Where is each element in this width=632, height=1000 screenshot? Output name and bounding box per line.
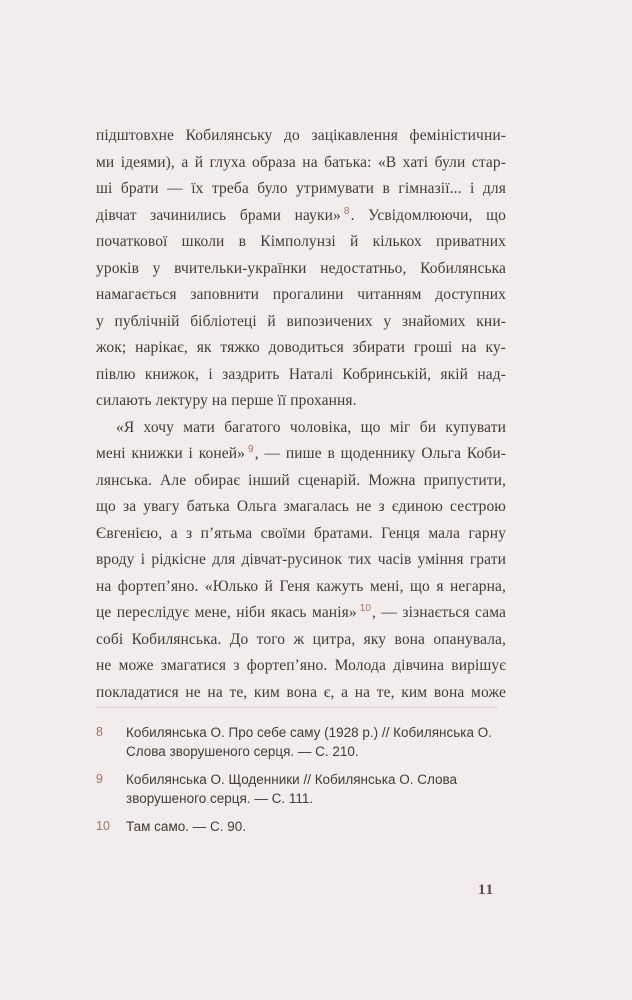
footnote-item-8 [96,723,506,761]
text-segment: мені книжки і коней» [96,445,246,462]
footnote-item-10 [96,817,506,836]
footnotes-block [96,723,506,836]
paragraph-1 [96,123,506,415]
text-line: намагається заповнити прогалини читанням доступних [96,286,506,303]
text-segment: це переслідує мене, ніби якась манія» [96,604,357,621]
footnote-ref-9: 9 [248,444,254,455]
footnote-number: 8 [96,725,103,739]
text-line [96,600,506,627]
footnote-text: Кобилянська О. Про себе саму (1928 р.) // Кобилянська О. Слова зворушеного серця. — С. 210. [126,725,492,759]
text-line: Євгенією, а з п’ятьма своїми братами. Генця мала гарну [96,524,506,542]
paragraph-2 [96,415,506,707]
text-segment: , — зізнається сама [372,604,506,621]
text-line: підштовхне Кобилянську до зацікавлення феміністични- [96,127,506,144]
text-line: що за увагу батька Ольга змагалась не з єдиною сестрою [96,498,506,515]
text-line: жок; нарікає, як тяжко доводиться збирати гроші на ку- [96,339,506,356]
text-line [96,441,506,468]
text-line: лянська. Але обирає інший сценарій. Можна припустити, [96,471,506,489]
text-line: початкової школи в Кімполунзі й кількох приватних [96,233,506,250]
text-line: не може змагатися з фортеп’яно. Молода дівчина вирішує [96,657,506,674]
text-line: у публічній бібліотеці й випозичених у знайомих кни- [96,312,506,330]
text-line: собі Кобилянська. До того ж цитра, яку вона опанувала, [96,630,506,648]
footnote-item-9 [96,770,506,808]
footnote-ref-10: 10 [359,603,372,614]
text-line: уроків у вчительки-українки недостатньо, Кобилянська [96,259,506,277]
text-line: «Я хочу мати багатого чоловіка, що міг би купувати [116,418,506,436]
text-line: півлю книжок, і заздрить Наталі Кобринській, якій над- [96,365,506,383]
text-segment: дівчат зачинились брами науки» [96,206,341,224]
text-line: вроду і рідкісне для дівчат-русинок тих часів уміння грати [96,551,506,568]
footnote-number: 10 [96,819,110,833]
text-line: ші брати — їх треба було утримувати в гімназії... і для [96,180,506,197]
footnote-ref-8: 8 [343,205,350,217]
text-line: на фортеп’яно. «Юлько й Геня кажуть мені, що я негарна, [96,577,506,595]
footnote-number: 9 [96,772,103,786]
body-text-block [96,123,506,706]
text-line: силають лектуру на перше її прохання. [96,392,357,409]
text-segment: . Усвідомлюючи, що [350,206,506,224]
text-segment: , — пише в щоденнику Ольга Коби- [254,445,506,462]
page-number: 11 [478,882,495,898]
footnote-separator [96,707,498,708]
footnote-text: Кобилянська О. Щоденники // Кобилянська О. Слова зворушеного серця. — С. 111. [126,772,458,806]
footnote-text: Там само. — С. 90. [126,819,246,834]
text-line: ми ідеями), а й глуха образа на батька: «В хаті були стар- [96,153,506,171]
text-line: покладатися не на те, ким вона є, а на те, ким вона може [96,683,506,701]
text-line [96,203,506,230]
